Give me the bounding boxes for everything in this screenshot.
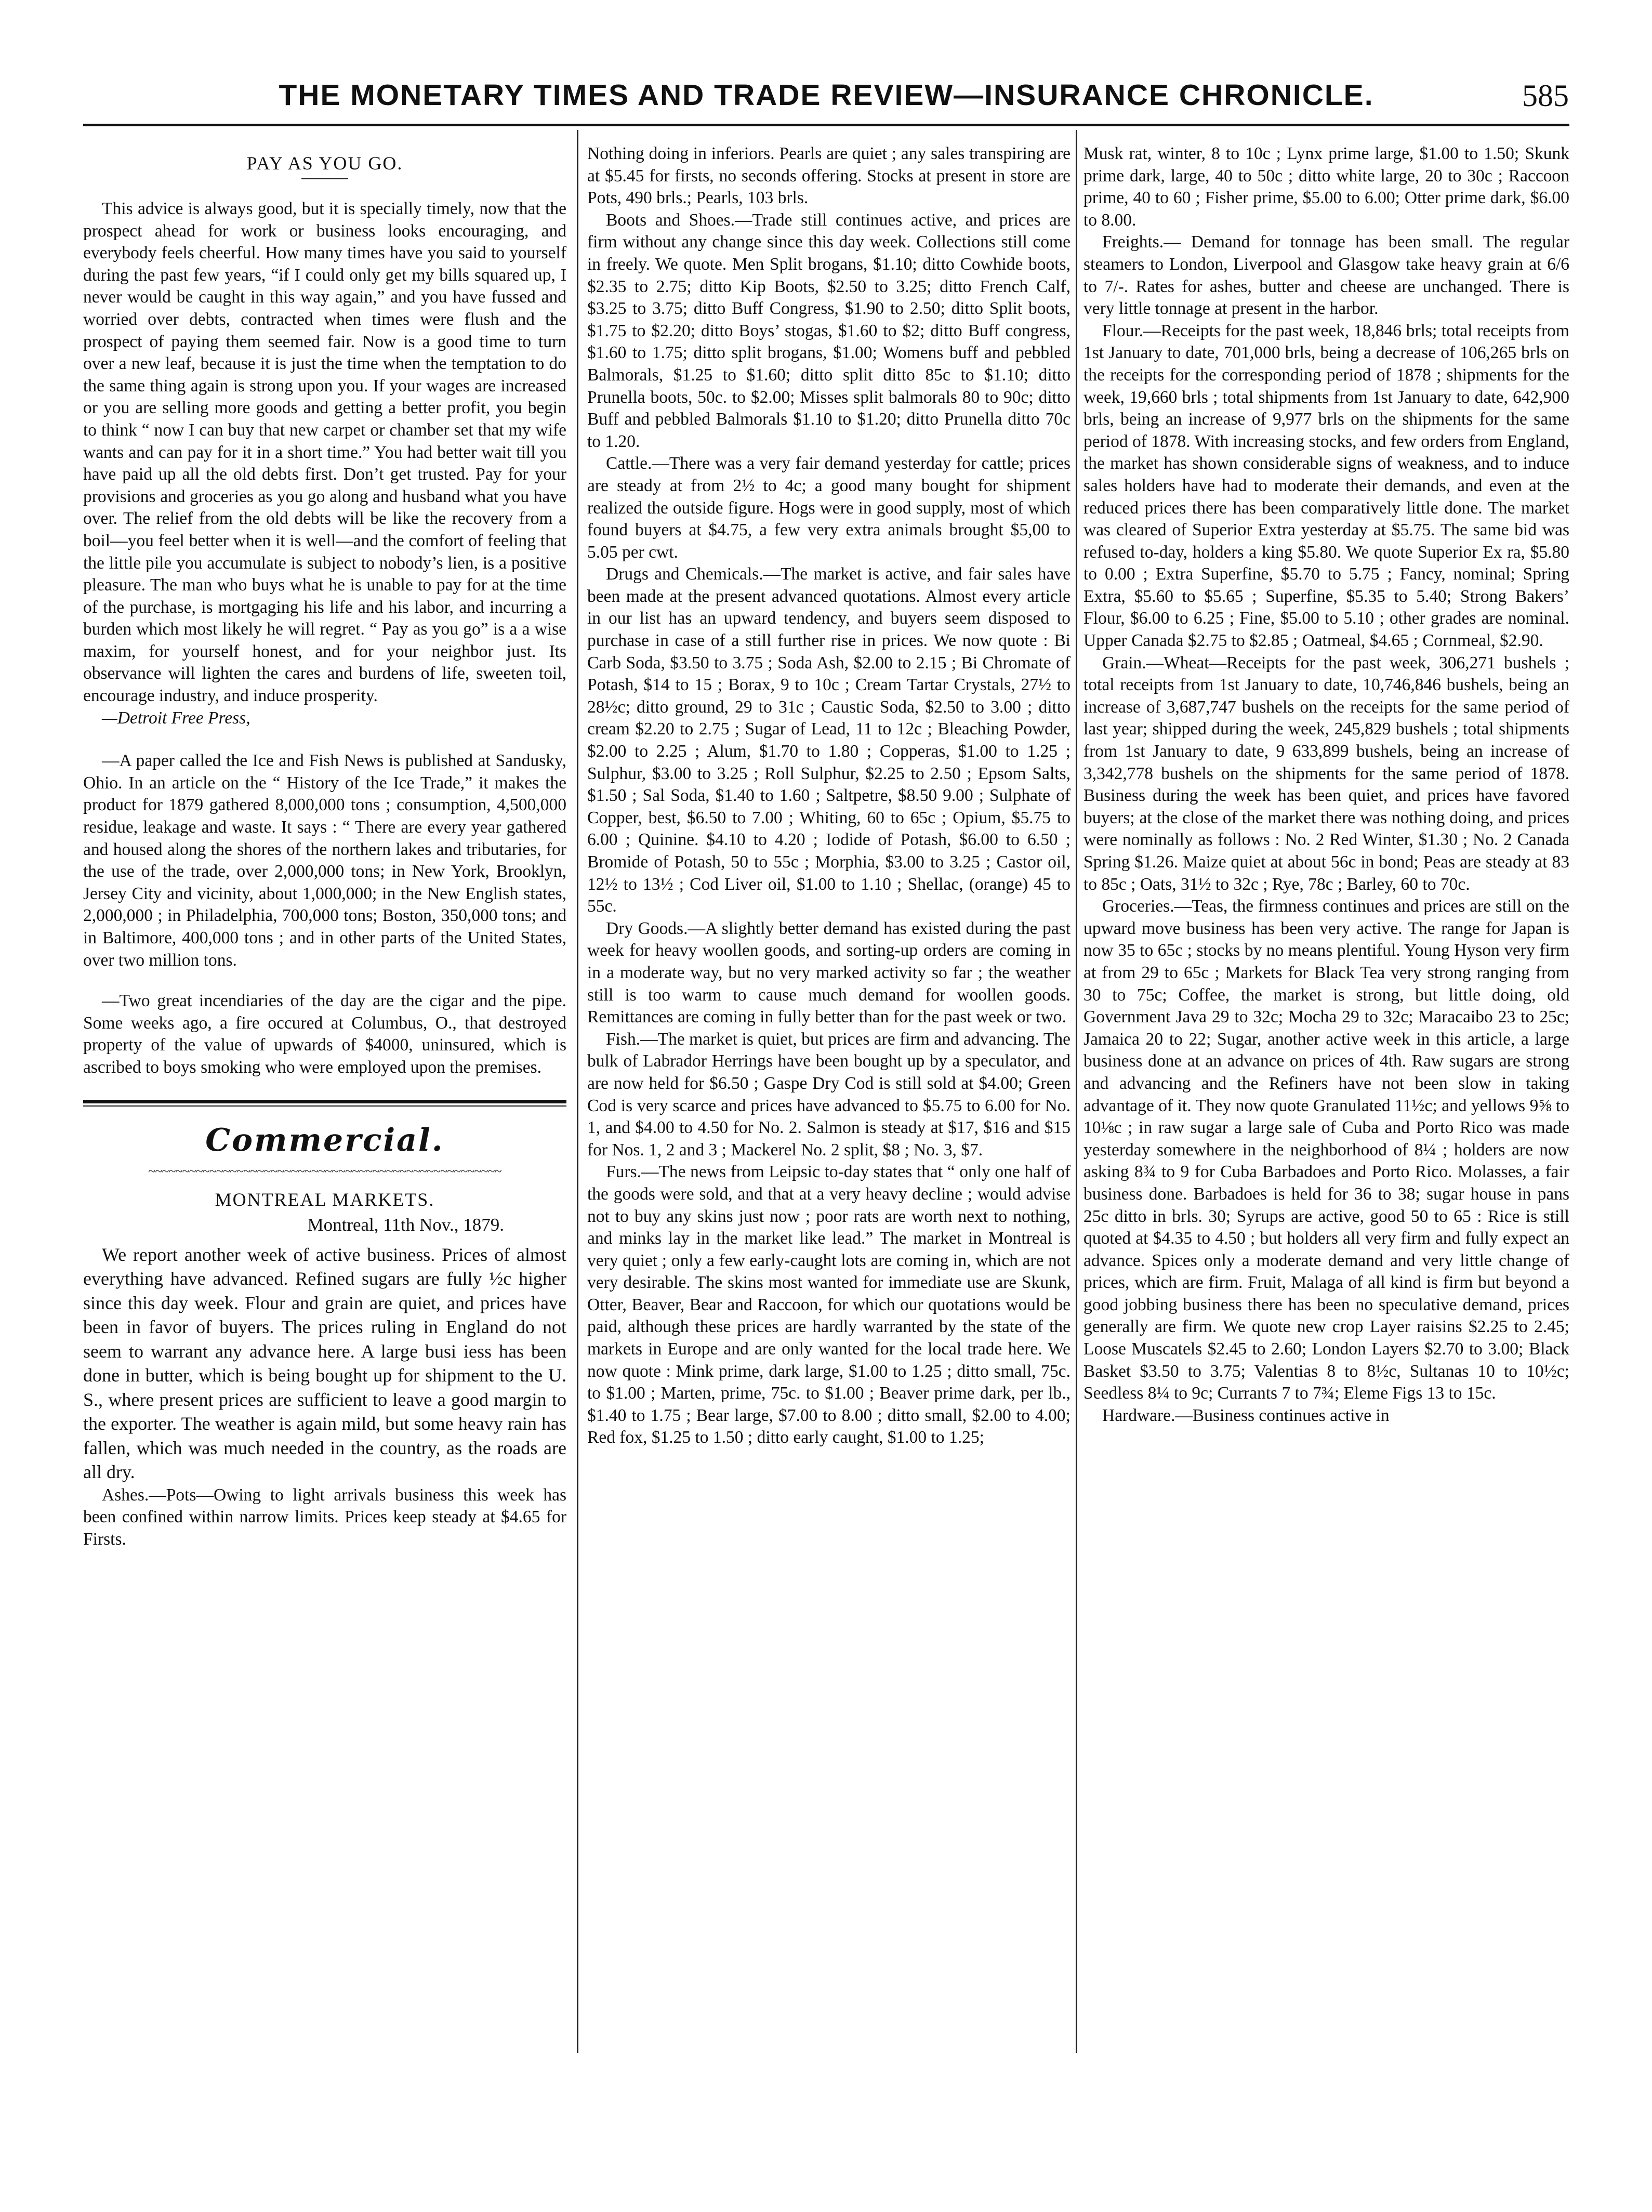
dry-goods-report: Dry Goods.—A slightly better demand has existed during the past week for heavy woollen goods, and sorting-up orders are coming in in a moderate way, but no very marked activity so far ; the weather still is too warm to cause much demand for woollen goods. Remittances are coming in fully better than for the past week or two. — [587, 918, 1071, 1027]
column-3 — [1083, 143, 1569, 1427]
cattle-report: Cattle.—There was a very fair demand yesterday for cattle; prices are steady at from 2½ to 4c; a good many bought for shipment realized the outside figure. Hogs were in good supply, most of which found buyers at $4.75, a few very extra animals brought $5,00 to 5.05 per cwt. — [587, 454, 1071, 562]
freights-report: Freights.— Demand for tonnage has been small. The regular steamers to London, Liverpool and Glasgow take heavy grain at 6/6 to 7/-. Rates for ashes, butter and cheese are unchanged. There is very little tonnage at present in the harbor. — [1083, 232, 1569, 319]
pearls-report: Nothing doing in inferiors. Pearls are quiet ; any sales transpiring are at $5.45 for firsts, no seconds offering. Stocks at present in store are Pots, 490 brls.; Pearls, 103 brls. — [587, 144, 1071, 208]
ashes-report: Ashes.—Pots—Owing to light arrivals business this week has been confined within narrow limits. Prices keep steady at $4.65 for Firsts. — [83, 1485, 566, 1549]
column-2 — [587, 143, 1071, 1449]
pay-as-you-go-credit: —Detroit Free Press, — [102, 708, 250, 728]
header-rule — [83, 124, 1569, 126]
page-title: THE MONETARY TIMES AND TRADE REVIEW—INSURANCE CHRONICLE. — [279, 78, 1374, 112]
flour-report: Flour.—Receipts for the past week, 18,846 brls; total receipts from 1st January to date, 701,000 brls, being a decrease of 106,265 brls on the receipts for the corresponding period of 1878 ; shipments for the week, 19,660 brls ; total shipments from 1st January to date, 642,900 brls, being an increase of 9,977 brls on the shipments for the same period of 1878. With increasing stocks, and few orders from England, the market has shown considerable signs of weakness, and to induce sales holders have had to moderate their demands, and even at the reduced prices there has been comparatively little done. The market was cleared of Superior Extra yesterday at $5.75. The same bid was refused to-day, holders a king $5.80. We quote Superior Ex ra, $5.80 to 0.00 ; Extra Superfine, $5.70 to 5.75 ; Fancy, nominal; Spring Extra, $5.60 to $5.65 ; Superfine, $5.35 to 5.40; Strong Bakers’ Flour, $6.00 to 6.25 ; Fine, $5.00 to 5.10 ; other grades are nominal. Upper Canada $2.75 to $2.85 ; Oatmeal, $4.65 ; Cornmeal, $2.90. — [1083, 321, 1569, 651]
montreal-markets-heading: MONTREAL MARKETS. — [215, 1189, 435, 1210]
heading-rule — [301, 178, 348, 179]
dateline: Montreal, 11th Nov., 1879. — [307, 1214, 504, 1235]
market-report-intro: We report another week of active business. Prices of almost everything have advanced. Refined sugars are fully ½c higher since this day week. Flour and grain are quiet, and prices have been in favor of buyers. The prices ruling in England do not seem to warrant any advance here. A large busi iess has been done in butter, which is being bought up for shipment to the U. S., where present prices are sufficient to leave a good margin to the exporter. The weather is again mild, but some heavy rain has fallen, which was much needed in the country, as the roads are all dry. — [83, 1244, 566, 1483]
boots-and-shoes-report: Boots and Shoes.—Trade still continues active, and prices are firm without any change since this day week. Collections still come in freely. We quote. Men Split brogans, $1.10; ditto Cowhide boots, $2.35 to 2.75; ditto Kip Boots, $2.50 to 3.25; ditto French Calf, $3.25 to 3.75; ditto Buff Congress, $1.90 to 2.50; ditto Split boots, $1.75 to $2.20; ditto Boys’ stogas, $1.60 to $2; ditto Buff congress, $1.60 to 1.75; ditto split brogans, $1.00; Womens buff and pebbled Balmorals, $1.25 to $1.60; ditto split ditto 85c to $1.10; ditto Prunella boots, 50c. to $2.00; Misses split balmorals 80 to 90c; ditto Buff and pebbled Balmorals $1.10 to $1.20; ditto Prunella ditto 70c to 1.20. — [587, 210, 1071, 451]
page-number: 585 — [1522, 78, 1569, 113]
column-divider-2 — [1076, 130, 1077, 2053]
pay-as-you-go-heading: PAY AS YOU GO. — [246, 153, 403, 174]
commercial-heading: Commercial. — [205, 1122, 444, 1158]
groceries-report: Groceries.—Teas, the firmness continues and prices are still on the upward move business has been very active. The range for Japan is now 35 to 65c ; stocks by no means plentiful. Young Hyson very firm at from 29 to 65c ; Markets for Black Tea very strong ranging from 30 to 75c; Coffee, the market is strong, but little doing, old Government Java 29 to 32c; Mocha 29 to 32c; Maracaibo 23 to 25c; Jamaica 20 to 22; Sugar, another active week in this article, a large business done at an advance on prices of 4th. Raw sugars are strong and advancing and the Refiners have not been slow in taking advantage of it. They now quote Granulated 11½c; and yellows 9⅝ to 10⅛c ; in raw sugar a large sale of Cuba and Porto Rico was made yesterday somewhere in the neighborhood of 8¼ ; holders are now asking 8¾ to 9 for Cuba Barbadoes and Porto Rico. Molasses, a fair business done. Barbadoes is held for 36 to 38; sugar house in pans 25c ditto in brls. 30; Syrups are active, good 50 to 65 : Rice is still quoted at $4.35 to 4.50 ; but holders all very firm and fully expect an advance. Spices only a moderate demand and very little change of prices, which are firm. Fruit, Malaga of all kind is firm but beyond a good jobbing business there has been no speculative demand, prices generally are firm. We quote new crop Layer raisins $2.25 to 2.45; Loose Muscatels $2.45 to 2.60; London Layers $2.70 to 3.00; Black Basket $3.50 to 3.75; Valentias 8 to 8½c, Sultanas 10 to 10½c; Seedless 8¼ to 9c; Currants 7 to 7¾; Eleme Figs 13 to 15c. — [1083, 897, 1569, 1403]
grain-report: Grain.—Wheat—Receipts for the past week, 306,271 bushels ; total receipts from 1st January to date, 10,746,846 bushels, being an increase of 3,687,747 bushels on the receipts for the same period of last year; shipped during the week, 245,829 bushels ; total shipments from 1st January to date, 9 633,899 bushels, being an increase of 3,342,778 bushels on the shipments for the same period of 1878. Business during the week has been quiet, and prices have favored buyers; at the close of the market there was nothing doing, and prices were nominally as follows : No. 2 Red Winter, $1.30 ; No. 2 Canada Spring $1.26. Maize quiet at about 56c in bond; Peas are steady at 83 to 85c ; Oats, 31½ to 32c ; Rye, 78c ; Barley, 60 to 70c. — [1083, 653, 1569, 894]
wavy-rule: ~~~~~~~~~~~~~~~~~~~~~~~~~~~~~~~~~~~~~~~~~~~~~~~~~~~~ — [148, 1163, 501, 1179]
section-rule — [83, 1100, 566, 1107]
column-divider-1 — [577, 130, 578, 2053]
drugs-and-chemicals-report: Drugs and Chemicals.—The market is active, and fair sales have been made at the present advanced quotations. Almost every article in our list has an upward tendency, and buyers seem disposed to purchase in case of a still further rise in prices. We now quote : Bi Carb Soda, $3.50 to 3.75 ; Soda Ash, $2.00 to 2.15 ; Bi Chromate of Potash, $14 to 15 ; Borax, 9 to 10c ; Cream Tartar Crystals, 27½ to 28½c; ditto ground, 29 to 31c ; Caustic Soda, $2.50 to 3.00 ; ditto cream $2.20 to 2.75 ; Sugar of Lead, 11 to 12c ; Bleaching Powder, $2.00 to 2.25 ; Alum, $1.70 to 1.80 ; Copperas, $1.00 to 1.25 ; Sulphur, $3.00 to 3.25 ; Roll Sulphur, $2.25 to 2.50 ; Epsom Salts, $1.50 ; Sal Soda, $1.40 to 1.60 ; Saltpetre, $8.50 9.00 ; Sulphate of Copper, best, $6.50 to 7.00 ; Whiting, 60 to 65c ; Opium, $5.75 to 6.00 ; Quinine. $4.10 to 4.20 ; Iodide of Potash, $6.00 to 6.50 ; Bromide of Potash, 50 to 55c ; Morphia, $3.00 to 3.25 ; Castor oil, 12½ to 13½ ; Cod Liver oil, $1.00 to 1.10 ; Shellac, (orange) 45 to 55c. — [587, 564, 1071, 916]
furs-continued: Musk rat, winter, 8 to 10c ; Lynx prime large, $1.00 to 1.50; Skunk prime dark, large, 40 to 50c ; ditto white large, 20 to 30c ; Raccoon prime, 40 to 60 ; Fisher prime, $5.00 to 6.00; Otter prime dark, $6.00 to 8.00. — [1083, 144, 1569, 230]
pay-as-you-go-article: This advice is always good, but it is specially timely, now that the prospect ahead for work or business looks encouraging, and everybody feels cheerful. How many times have you said to yourself during the past few years, “if I could only get my bills squared up, I never would be caught in this way again,” and you have fussed and worried over debts, contracted when times were flush and the prospect of paying them seemed fair. Now is a good time to turn over a new leaf, because it is just the time when the temptation to do the same thing again is strong upon you. If your wages are increased or you are selling more goods and getting a better profit, you begin to think “ now I can buy that new carpet or chamber set that my wife wants and can pay for it in a short time.” You had better wait till you have paid up all the old debts first. Don’t get trusted. Pay for your provisions and groceries as you go along and husband what you have over. The relief from the old debts will be like the recovery from a boil—you feel better when it is well—and the comfort of feeling that the little pile you accumulate is subject to nobody’s lien, is a positive pleasure. The man who buys what he is unable to pay for at the time of the purchase, is mortgaging his life and his labor, and incurring a burden which most likely he will regret. “ Pay as you go” is a a wise maxim, for yourself honest, and for your neighbor just. Its observance will lighten the cares and burdens of life, sweeten toil, encourage industry, and induce prosperity. — [83, 199, 566, 706]
fish-report: Fish.—The market is quiet, but prices are firm and advancing. The bulk of Labrador Herrings have been bought up by a speculator, and are now held for $6.50 ; Gaspe Dry Cod is still sold at $4.00; Green Cod is very scarce and prices have advanced to $5.75 to 6.00 for No. 1, and $4.00 to 4.50 for No. 2. Salmon is steady at $17, $16 and $15 for Nos. 1, 2 and 3 ; Mackerel No. 2 split, $8 ; No. 3, $7. — [587, 1029, 1071, 1160]
incendiaries-article: —Two great incendiaries of the day are the cigar and the pipe. Some weeks ago, a fire occured at Columbus, O., that destroyed property of the value of upwards of $4000, uninsured, which is ascribed to boys smoking who were employed upon the premises. — [83, 991, 566, 1077]
furs-report: Furs.—The news from Leipsic to-day states that “ only one half of the goods were sold, and that at a very heavy decline ; would advise not to buy any skins just now ; poor rats are worth next to nothing, and minks lay in the market like lead.” The market in Montreal is very quiet ; only a few early-caught lots are coming in, which are not very desirable. The skins most wanted for immediate use are Skunk, Otter, Beaver, Bear and Raccoon, for which our quotations would be paid, although these prices are hardly warranted by the state of the markets in Europe and are only wanted for the local trade here. We now quote : Mink prime, dark large, $1.00 to 1.25 ; ditto small, 75c. to $1.00 ; Marten, prime, 75c. to $1.00 ; Beaver prime dark, per lb., $1.40 to 1.75 ; Bear large, $7.00 to 8.00 ; ditto small, $2.00 to 4.00; Red fox, $1.25 to 1.50 ; ditto early caught, $1.00 to 1.25; — [587, 1162, 1071, 1447]
ice-trade-article: —A paper called the Ice and Fish News is published at Sandusky, Ohio. In an article on the “ History of the Ice Trade,” it makes the product for 1879 gathered 8,000,000 tons ; consumption, 4,500,000 residue, leakage and waste. It says : “ There are every year gathered and housed along the shores of the northern lakes and tributaries, for the use of the trade, over 2,000,000 tons; in New York, Brooklyn, Jersey City and vicinity, about 1,000,000; in the New English states, 2,000,000 ; in Philadelphia, 700,000 tons; Boston, 350,000 tons; and in Baltimore, 400,000 tons ; and in other parts of the United States, over two million tons. — [83, 751, 566, 970]
column-1 — [83, 143, 566, 1550]
hardware-report: Hardware.—Business continues active in — [1102, 1405, 1390, 1425]
